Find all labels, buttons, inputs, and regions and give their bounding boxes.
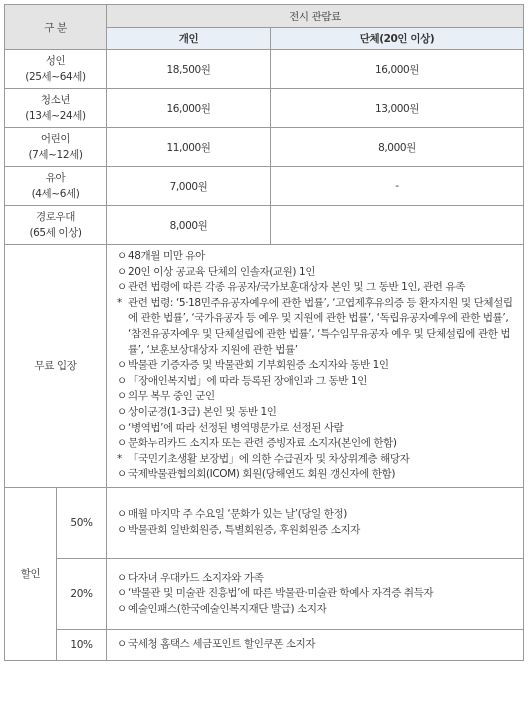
condition-text: 관련 법령: ‘5·18민주유공자예우에 관한 법률’, ‘고엽제후유의증 등 환자지원 및 단체설립에 관한 법률’, ‘국가유공자 등 예우 및 지원에 관한 법률’, ‘독립유공자예우에 관한 법률’, ‘참전유공자예우 및 단체설립에 관한 법률’, ‘특수임무유공자 예우 및 단체설립에 관한 법률’, ‘보훈보상대상자 지원에 관한 법률’ <box>128 296 513 356</box>
row-age-range: (13세~24세) <box>25 110 86 122</box>
condition-text: 48개월 미만 유아 <box>128 250 205 262</box>
row-title: 어린이 <box>40 133 71 145</box>
condition-text: 국제박물관협의회(ICOM) 회원(당해연도 회원 갱신자에 한함) <box>128 468 396 481</box>
condition-item <box>111 358 515 374</box>
condition-text: 국세청 홈택스 세금포인트 할인쿠폰 소지자 <box>128 638 316 651</box>
fee-row-senior <box>5 206 524 245</box>
discount-row-50 <box>5 487 524 558</box>
condition-text: 문화누리카드 소지자 또는 관련 증빙자료 소지자(본인에 한함) <box>128 437 397 450</box>
admission-fee-table <box>4 4 524 661</box>
condition-item <box>111 389 515 405</box>
row-age-range: (25세~64세) <box>25 71 86 83</box>
condition-item <box>111 602 515 618</box>
circle-marker: ㅇ <box>117 390 127 403</box>
fee-group-header: 전시 관람료 <box>107 5 524 28</box>
individual-header: 개인 <box>107 28 271 50</box>
discount-condition-list <box>111 507 515 538</box>
circle-marker: ㅇ <box>117 508 127 521</box>
individual-fee: 7,000원 <box>107 167 271 206</box>
row-title: 성인 <box>45 55 66 67</box>
individual-fee: 16,000원 <box>107 89 271 128</box>
asterisk-marker: * <box>117 296 122 309</box>
row-label <box>5 50 107 89</box>
condition-item <box>111 467 515 483</box>
condition-item <box>111 405 515 421</box>
condition-text: 의무 복무 중인 군인 <box>128 390 215 403</box>
individual-fee: 11,000원 <box>107 128 271 167</box>
condition-item <box>111 637 515 653</box>
condition-item <box>111 374 515 390</box>
condition-item <box>111 265 515 281</box>
free-admission-label: 무료 입장 <box>5 245 107 488</box>
free-admission-conditions <box>107 245 524 488</box>
asterisk-marker: * <box>117 452 122 465</box>
row-age-range: (4세~6세) <box>31 188 80 200</box>
group-fee: - <box>271 167 524 206</box>
condition-text: 박물관 기증자증 및 박물관회 기부회원증 소지자와 동반 1인 <box>128 359 389 372</box>
row-label <box>5 206 107 245</box>
circle-marker: ㅇ <box>117 374 127 387</box>
condition-text: ‘박물관 및 미술관 진흥법’에 따른 박물관·미술관 학예사 자격증 취득자 <box>128 587 434 600</box>
group-header: 단체(20인 이상) <box>271 28 524 50</box>
circle-marker: ㅇ <box>117 587 127 600</box>
condition-item <box>111 586 515 602</box>
fee-row-child <box>5 128 524 167</box>
condition-text: 다자녀 우대카드 소지자와 가족 <box>128 571 264 584</box>
circle-marker: ㅇ <box>117 468 127 481</box>
condition-text: ‘병역법’에 따라 선정된 병역명문가로 선정된 사람 <box>128 421 344 434</box>
condition-item <box>111 280 515 296</box>
condition-item <box>111 571 515 587</box>
condition-text: 「장애인복지법」에 따라 등록된 장애인과 그 동반 1인 <box>128 374 367 387</box>
condition-text: 박물관회 일반회원증, 특별회원증, 후원회원증 소지자 <box>128 523 360 536</box>
condition-text: 20인 이상 공교육 단체의 인솔자(교원) 1인 <box>128 265 316 278</box>
condition-item <box>111 523 515 539</box>
circle-marker: ㅇ <box>117 638 127 651</box>
circle-marker: ㅇ <box>117 281 127 294</box>
circle-marker: ㅇ <box>117 437 127 450</box>
condition-item <box>111 249 515 265</box>
condition-text: 상이군경(1-3급) 본인 및 동반 1인 <box>128 405 277 418</box>
circle-marker: ㅇ <box>117 421 127 434</box>
circle-marker: ㅇ <box>117 265 127 278</box>
free-condition-list <box>111 249 515 483</box>
row-label <box>5 89 107 128</box>
discount-row-20 <box>5 558 524 629</box>
group-fee: 8,000원 <box>271 128 524 167</box>
discount-conditions-10 <box>107 629 524 660</box>
condition-item <box>111 421 515 437</box>
circle-marker: ㅇ <box>117 571 127 584</box>
condition-text: 관련 법령에 따른 각종 유공자/국가보훈대상자 본인 및 그 동반 1인, 관련 유족 <box>128 281 465 294</box>
circle-marker: ㅇ <box>117 602 127 615</box>
fee-row-youth <box>5 89 524 128</box>
group-fee <box>271 206 524 245</box>
circle-marker: ㅇ <box>117 405 127 418</box>
circle-marker: ㅇ <box>117 359 127 372</box>
individual-fee: 8,000원 <box>107 206 271 245</box>
row-label <box>5 128 107 167</box>
fee-row-adult <box>5 50 524 89</box>
circle-marker: ㅇ <box>117 250 127 262</box>
group-fee: 16,000원 <box>271 50 524 89</box>
group-fee: 13,000원 <box>271 89 524 128</box>
category-header: 구 분 <box>5 5 107 50</box>
discount-conditions-50 <box>107 487 524 558</box>
row-title: 청소년 <box>40 94 71 106</box>
row-age-range: (65세 이상) <box>29 227 82 239</box>
individual-fee: 18,500원 <box>107 50 271 89</box>
discount-condition-list <box>111 571 515 618</box>
condition-text: 예술인패스(한국예술인복지재단 발급) 소지자 <box>128 602 327 615</box>
discount-conditions-20 <box>107 558 524 629</box>
condition-item <box>111 436 515 452</box>
discount-rate-50: 50% <box>57 487 107 558</box>
discount-rate-10: 10% <box>57 629 107 660</box>
discount-row-10 <box>5 629 524 660</box>
condition-text: 「국민기초생활 보장법」에 의한 수급권자 및 차상위계층 해당자 <box>128 452 410 465</box>
fee-row-infant <box>5 167 524 206</box>
row-title: 경로우대 <box>36 211 75 223</box>
discount-label: 할인 <box>5 487 57 660</box>
condition-text: 매월 마지막 주 수요일 ‘문화가 있는 날’(당일 한정) <box>128 508 347 521</box>
note-item <box>111 296 515 358</box>
condition-item <box>111 507 515 523</box>
discount-condition-list <box>111 637 515 653</box>
free-admission-row <box>5 245 524 488</box>
circle-marker: ㅇ <box>117 523 127 536</box>
row-label <box>5 167 107 206</box>
note-item <box>111 452 515 468</box>
row-age-range: (7세~12세) <box>28 149 83 161</box>
discount-rate-20: 20% <box>57 558 107 629</box>
row-title: 유아 <box>45 172 66 184</box>
